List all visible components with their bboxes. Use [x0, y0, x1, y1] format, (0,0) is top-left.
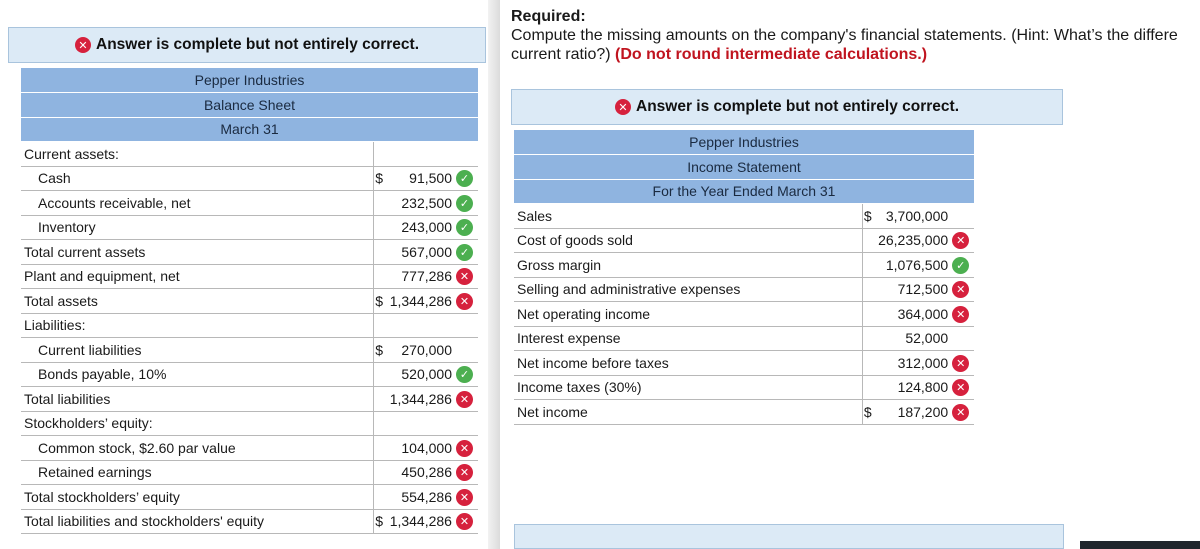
balance_sheet-row-label: Common stock, $2.60 par value: [21, 436, 374, 461]
balance_sheet-row-value[interactable]: 777,286: [390, 264, 456, 289]
balance_sheet-row-label: Current liabilities: [21, 338, 374, 363]
incorrect-x-icon: ✕: [456, 268, 473, 285]
balance_sheet-row-mark: [456, 313, 478, 338]
income_statement-row: [514, 277, 974, 302]
balance_sheet-row-mark: [456, 362, 478, 387]
balance_sheet-row-dollar: [374, 240, 390, 265]
balance_sheet-row-mark: [456, 166, 478, 191]
balance-sheet-title: Balance Sheet: [21, 93, 478, 118]
correct-check-icon: ✓: [456, 244, 473, 261]
income-statement-period: For the Year Ended March 31: [514, 179, 974, 204]
correct-check-icon: ✓: [456, 170, 473, 187]
balance_sheet-row-mark: [456, 264, 478, 289]
income_statement-row: [514, 400, 974, 425]
incorrect-x-icon: ✕: [456, 391, 473, 408]
correct-check-icon: ✓: [952, 257, 969, 274]
income_statement-row-label: Gross margin: [514, 253, 862, 278]
income_statement-row-dollar: [862, 351, 878, 376]
income_statement-row-dollar: [862, 228, 878, 253]
income_statement-row: [514, 351, 974, 376]
balance_sheet-row-label: Current assets:: [21, 142, 374, 167]
income_statement-row-mark: [952, 400, 974, 425]
income_statement-row-value[interactable]: 312,000: [878, 351, 952, 376]
balance_sheet-row-mark: [456, 142, 478, 167]
dark-strip: [1080, 541, 1200, 549]
income_statement-row: [514, 302, 974, 327]
income_statement-row-dollar: $: [862, 204, 878, 229]
balance_sheet-row-label: Retained earnings: [21, 460, 374, 485]
balance_sheet-row-dollar: [374, 264, 390, 289]
income_statement-row: [514, 228, 974, 253]
balance_sheet-row-value[interactable]: 1,344,286: [390, 289, 456, 314]
income_statement-row: [514, 253, 974, 278]
income_statement-row-mark: [952, 351, 974, 376]
income_statement-row: [514, 204, 974, 229]
income_statement-row-value[interactable]: 187,200: [878, 400, 952, 425]
income_statement-row: [514, 326, 974, 351]
incorrect-x-icon: ✕: [456, 513, 473, 530]
balance_sheet-row-value[interactable]: 554,286: [390, 485, 456, 510]
income_statement-row-value[interactable]: 26,235,000: [878, 228, 952, 253]
rounding-note: (Do not round intermediate calculations.): [615, 46, 928, 63]
banner-text-2: Answer is complete but not entirely correct.: [636, 98, 959, 115]
balance_sheet-row-value: [390, 142, 456, 167]
balance_sheet-row-dollar: [374, 215, 390, 240]
balance_sheet-row: [21, 215, 478, 240]
next-answer-box: [514, 524, 1064, 549]
balance_sheet-row-mark: [456, 387, 478, 412]
balance_sheet-row-value[interactable]: 1,344,286: [390, 387, 456, 412]
balance_sheet-row-dollar: [374, 485, 390, 510]
required-text-line2: current ratio?): [511, 46, 611, 63]
balance_sheet-row-label: Plant and equipment, net: [21, 264, 374, 289]
income_statement-row-mark: [952, 326, 974, 351]
balance_sheet-row-value[interactable]: 91,500: [390, 166, 456, 191]
balance_sheet-row-dollar: $: [374, 338, 390, 363]
balance_sheet-row-dollar: $: [374, 289, 390, 314]
balance_sheet-row-label: Total liabilities: [21, 387, 374, 412]
incorrect-x-icon: ✕: [456, 464, 473, 481]
balance_sheet-row-dollar: [374, 411, 390, 436]
answer-status-banner: [8, 27, 486, 63]
balance_sheet-row-mark: [456, 215, 478, 240]
income_statement-row-dollar: $: [862, 400, 878, 425]
balance_sheet-row-value[interactable]: 243,000: [390, 215, 456, 240]
balance_sheet-row-mark: [456, 191, 478, 216]
balance_sheet-row-value[interactable]: 567,000: [390, 240, 456, 265]
balance_sheet-row-label: Bonds payable, 10%: [21, 362, 374, 387]
balance_sheet-row-mark: [456, 485, 478, 510]
income_statement-row-value[interactable]: 124,800: [878, 375, 952, 400]
income_statement-row-label: Net income: [514, 400, 862, 425]
balance_sheet-row-value[interactable]: 270,000: [390, 338, 456, 363]
balance_sheet-row-mark: [456, 509, 478, 534]
income_statement-row-label: Cost of goods sold: [514, 228, 862, 253]
left-panel: [0, 0, 492, 549]
balance_sheet-row-label: Total assets: [21, 289, 374, 314]
balance_sheet-row-value[interactable]: 520,000: [390, 362, 456, 387]
incorrect-icon: ✕: [615, 99, 631, 115]
income_statement-row-label: Interest expense: [514, 326, 862, 351]
balance_sheet-row: [21, 509, 478, 534]
balance_sheet-row-dollar: [374, 191, 390, 216]
income_statement-row-value[interactable]: 3,700,000: [878, 204, 952, 229]
balance_sheet-row: [21, 289, 478, 314]
balance_sheet-row: [21, 191, 478, 216]
income_statement-row-label: Net operating income: [514, 302, 862, 327]
balance_sheet-row-mark: [456, 289, 478, 314]
balance_sheet-row: [21, 313, 478, 338]
balance_sheet-row-label: Inventory: [21, 215, 374, 240]
balance_sheet-row-dollar: [374, 142, 390, 167]
balance_sheet-row: [21, 362, 478, 387]
income_statement-row-dollar: [862, 326, 878, 351]
balance_sheet-row: [21, 387, 478, 412]
correct-check-icon: ✓: [456, 219, 473, 236]
incorrect-x-icon: ✕: [456, 293, 473, 310]
balance_sheet-row-label: Total current assets: [21, 240, 374, 265]
balance_sheet-row-label: Total stockholders’ equity: [21, 485, 374, 510]
income_statement-row-label: Income taxes (30%): [514, 375, 862, 400]
income_statement-row-dollar: [862, 375, 878, 400]
balance_sheet-row-dollar: [374, 387, 390, 412]
balance_sheet-row-value: [390, 313, 456, 338]
balance_sheet-row: [21, 240, 478, 265]
incorrect-x-icon: ✕: [952, 232, 969, 249]
incorrect-x-icon: ✕: [952, 404, 969, 421]
income_statement-row-mark: [952, 375, 974, 400]
balance_sheet-row: [21, 411, 478, 436]
income_statement-row-value[interactable]: 364,000: [878, 302, 952, 327]
balance_sheet-row-mark: [456, 436, 478, 461]
balance_sheet-row: [21, 166, 478, 191]
incorrect-icon: ✕: [75, 37, 91, 53]
income_statement-row-label: Net income before taxes: [514, 351, 862, 376]
income_statement-row-label: Selling and administrative expenses: [514, 277, 862, 302]
balance_sheet-row-dollar: [374, 460, 390, 485]
incorrect-x-icon: ✕: [952, 379, 969, 396]
balance_sheet-row-dollar: [374, 362, 390, 387]
income-statement-company: Pepper Industries: [514, 130, 974, 155]
balance_sheet-row-value[interactable]: 450,286: [390, 460, 456, 485]
balance_sheet-row-value: [390, 411, 456, 436]
correct-check-icon: ✓: [456, 195, 473, 212]
balance_sheet-row: [21, 436, 478, 461]
balance-sheet-company: Pepper Industries: [21, 68, 478, 93]
balance_sheet-row-dollar: [374, 313, 390, 338]
income_statement-row-value[interactable]: 52,000: [878, 326, 952, 351]
incorrect-x-icon: ✕: [952, 355, 969, 372]
balance_sheet-row: [21, 485, 478, 510]
income_statement-row-dollar: [862, 277, 878, 302]
balance_sheet-row-value[interactable]: 104,000: [390, 436, 456, 461]
balance_sheet-row: [21, 264, 478, 289]
required-instructions: [511, 7, 1178, 64]
income_statement-row-value[interactable]: 1,076,500: [878, 253, 952, 278]
required-heading: Required:: [511, 8, 586, 25]
income_statement-row-mark: [952, 302, 974, 327]
balance_sheet-row-mark: [456, 460, 478, 485]
income_statement-row-label: Sales: [514, 204, 862, 229]
balance_sheet-row-dollar: [374, 436, 390, 461]
balance-sheet-table: [21, 68, 478, 534]
balance_sheet-row-value[interactable]: 232,500: [390, 191, 456, 216]
income_statement-row-mark: [952, 228, 974, 253]
balance_sheet-row-label: Accounts receivable, net: [21, 191, 374, 216]
income-statement-table: [514, 130, 974, 425]
balance_sheet-row-label: Total liabilities and stockholders' equity: [21, 509, 374, 534]
balance_sheet-row-label: Stockholders’ equity:: [21, 411, 374, 436]
balance_sheet-row: [21, 460, 478, 485]
balance_sheet-row-mark: [456, 240, 478, 265]
incorrect-x-icon: ✕: [952, 281, 969, 298]
required-text-line1: Compute the missing amounts on the company's financial statements. (Hint: What’s the differe: [511, 27, 1178, 44]
income_statement-row-mark: [952, 204, 974, 229]
balance_sheet-row: [21, 142, 478, 167]
balance_sheet-row-value[interactable]: 1,344,286: [390, 509, 456, 534]
incorrect-x-icon: ✕: [456, 440, 473, 457]
answer-status-banner-2: [511, 89, 1063, 125]
correct-check-icon: ✓: [456, 366, 473, 383]
income_statement-row-value[interactable]: 712,500: [878, 277, 952, 302]
income_statement-row: [514, 375, 974, 400]
income_statement-row-dollar: [862, 302, 878, 327]
income_statement-row-mark: [952, 277, 974, 302]
income_statement-row-mark: [952, 253, 974, 278]
balance_sheet-row: [21, 338, 478, 363]
income_statement-row-dollar: [862, 253, 878, 278]
balance_sheet-row-mark: [456, 338, 478, 363]
banner-text: Answer is complete but not entirely correct.: [96, 36, 419, 53]
income-statement-title: Income Statement: [514, 155, 974, 180]
balance_sheet-row-label: Liabilities:: [21, 313, 374, 338]
balance_sheet-row-dollar: $: [374, 166, 390, 191]
balance_sheet-row-mark: [456, 411, 478, 436]
incorrect-x-icon: ✕: [952, 306, 969, 323]
balance_sheet-row-label: Cash: [21, 166, 374, 191]
incorrect-x-icon: ✕: [456, 489, 473, 506]
balance_sheet-row-dollar: $: [374, 509, 390, 534]
balance-sheet-date: March 31: [21, 117, 478, 142]
